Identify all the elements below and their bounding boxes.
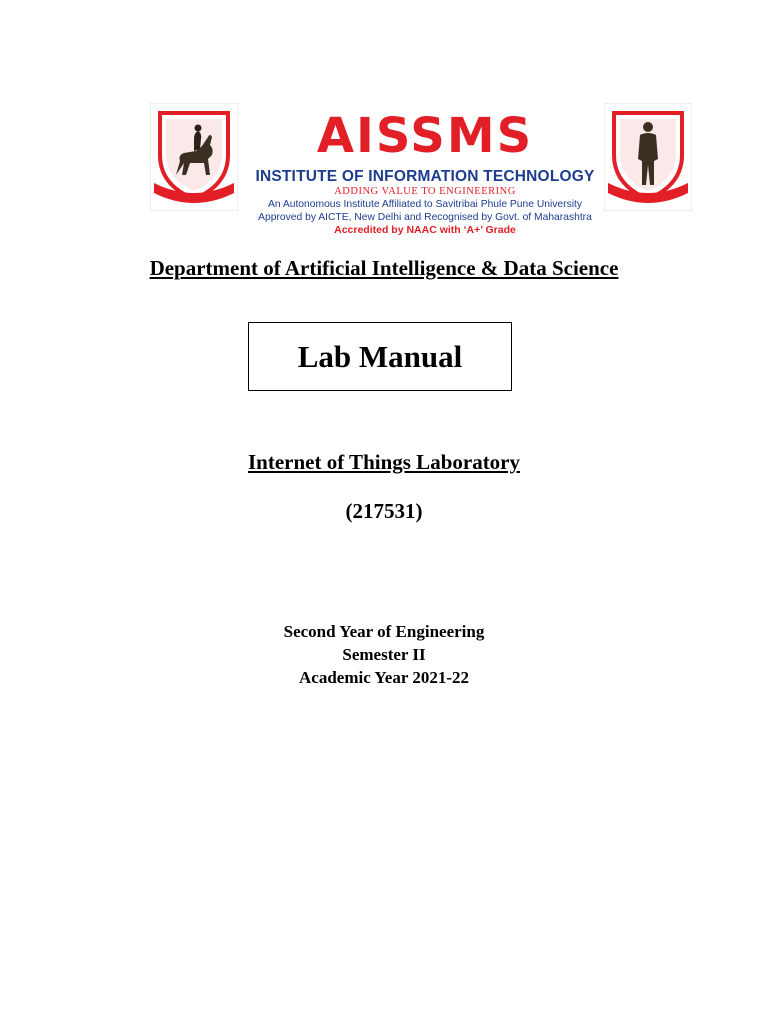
course-details [0, 620, 768, 689]
accreditation-line: Accredited by NAAC with ‘A+’ Grade [334, 224, 516, 236]
institute-tagline: ADDING VALUE TO ENGINEERING [334, 186, 516, 197]
semester: Semester II [342, 645, 426, 664]
document-title: Lab Manual [297, 338, 463, 374]
institute-subtitle: INSTITUTE OF INFORMATION TECHNOLOGY [255, 168, 595, 185]
right-crest-logo [604, 103, 692, 211]
academic-year: Academic Year 2021-22 [299, 668, 469, 687]
subject-title: Internet of Things Laboratory [247, 450, 521, 474]
approval-line: Approved by AICTE, New Delhi and Recognised by Govt. of Maharashtra [258, 212, 592, 223]
year-of-study: Second Year of Engineering [283, 622, 485, 641]
institute-letterhead [255, 108, 595, 237]
department-heading: Department of Artificial Intelligence & Data Science [149, 256, 619, 280]
institute-name: AISSMS [316, 108, 534, 164]
affiliation-line: An Autonomous Institute Affiliated to Savitribai Phule Pune University [267, 199, 583, 210]
course-code: (217531) [345, 499, 423, 523]
document-title-box [248, 322, 512, 391]
left-crest-logo [150, 103, 238, 211]
